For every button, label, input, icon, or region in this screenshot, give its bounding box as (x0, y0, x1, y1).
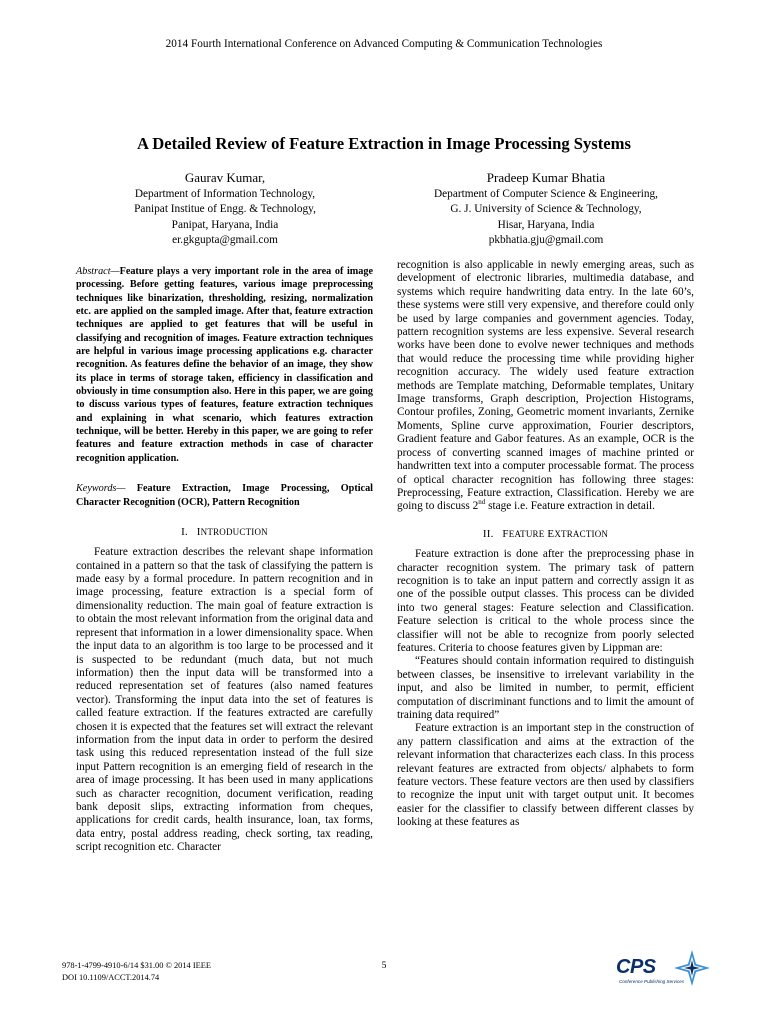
cps-logo (616, 948, 712, 988)
section-title-initial: F (502, 527, 509, 540)
author-block-2 (396, 170, 696, 249)
ordinal-superscript: nd (478, 498, 486, 507)
section-title-initial: I (196, 525, 201, 538)
intro-paragraph: Feature extraction describes the relevant shape information contained in a pattern so that the task of classifying the pattern is made easy by a formal procedure. In pattern recognition and in image processing, feature extraction is a special form of dimensionality reduction. The main goal of feature extraction is to obtain the most relevant information from the original data and represent that information in a lower dimensionality space. When the input data to an algorithm is too large to be processed and it is suspected to be redundant (much data, but not much information) then the input data will be transformed into a reduced representation set of features (also named features vector). Transforming the input data into the set of features is called feature extraction. If the features extracted are carefully chosen it is expected that the features set will extract the relevant information from the input data in order to perform the desired task using this reduced representation instead of the full size input Pattern recognition is an emerging field of research in the area of image processing. It has been used in many applications such as character recognition, document verification, reading bank deposit slips, extracting information from cheques, applications for credit cards, health insurance, loan, tax forms, data entry, postal address reading, check sorting, tax reading, script recognition etc. Character (76, 546, 373, 854)
author-department: Department of Computer Science & Engineering, (434, 187, 658, 200)
abstract-lead: Abstract— (76, 266, 120, 277)
feature-extraction-paragraph-1: Feature extraction is done after the preprocessing phase in character recognition system. The primary task of pattern recognition is to take an input pattern and correctly assign it as one of the possible output classes. This process can be divided into two general stages: Feature selection and Classification. Feature selection is critical to the whole process since the classifier will not be able to recognize from poorly selected features. Criteria to choose features given by Lippman are: (397, 548, 694, 654)
author-institute: G. J. University of Science & Technology, (450, 203, 642, 215)
left-column (76, 259, 373, 855)
section-heading-introduction (76, 526, 373, 539)
section-title-rest-2: XTRACTION (554, 528, 609, 539)
author-block-1 (75, 170, 375, 249)
author-location: Hisar, Haryana, India (497, 218, 595, 231)
intro-continuation-text: recognition is also applicable in newly emerging areas, such as development of electronic libraries, multimedia database, and systems which require handwriting data entry. In the late 60’s, these systems were still very expensive, and therefore could only be used by large companies and government agencies. Today, pattern recognition systems are less expensive. Several research works have been done to evolve newer techniques and methods that would reduce the processing time while providing higher recognition accuracy. The widely used feature extraction methods are Template matching, Deformable templates, Unitary Image transforms, Graph description, Projection Histograms, Contour profiles, Zoning, Geometric moment invariants, Zernike Moments, Spline curve approximation, Fourier descriptors, Gradient feature and Gabor features. As an example, OCR is the process of converting scanned images of machine printed or handwritten text into a computer processable format. The process of optical character recognition has following three stages: Preprocessing, Feature extraction, Classification. Hereby we are going to discuss 2 (397, 259, 694, 513)
author-location: Panipat, Haryana, India (171, 218, 279, 231)
footer-publication-info (62, 960, 211, 984)
section-title-rest: EATURE (508, 528, 545, 539)
abstract-text: Feature plays a very important role in the area of image processing. Before getting features, various image preprocessing techniques like binarization, thresholding, resizing, normalization etc. are applied on the sampled image. After that, feature extraction techniques are applied to get features that will be useful in classifying and recognition of images. Feature extraction techniques are helpful in various image processing applications e.g. character recognition. As features define the behavior of an image, they show its place in terms of storage taken, efficiency in classification and obviously in time consumption also. Here in this paper, we are going to discuss various types of features, feature extraction techniques and explaining in what scenario, which features extraction technique, will be better. Hereby in this paper, we are going to refer features and feature extraction methods in case of character recognition application. (76, 266, 373, 464)
footer-isbn: 978-1-4799-4910-6/14 $31.00 © 2014 IEEE (62, 961, 211, 970)
author-email: er.gkgupta@gmail.com (172, 234, 278, 246)
section-heading-feature-extraction (397, 528, 694, 541)
section-numeral: I. (181, 525, 188, 538)
author-name: Gaurav Kumar, (184, 170, 266, 185)
section-title-rest: NTRODUCTION (200, 526, 268, 537)
conference-header: 2014 Fourth International Conference on Advanced Computing & Communication Technologies (165, 38, 603, 50)
author-email: pkbhatia.gju@gmail.com (488, 234, 604, 246)
author-name: Pradeep Kumar Bhatia (486, 170, 606, 185)
lippman-quote: “Features should contain information required to distinguish between classes, be insensitive to irrelevant variability in the input, and also be limited in number, to permit, efficient computation of discriminant functions and to limit the amount of training data required” (397, 655, 694, 721)
cps-logo-subtitle: Conference Publishing Services (619, 979, 685, 984)
author-institute: Panipat Institue of Engg. & Technology, (134, 203, 316, 215)
abstract (76, 265, 373, 465)
keywords (76, 482, 373, 509)
right-column (397, 259, 694, 830)
author-department: Department of Information Technology, (134, 187, 316, 200)
footer-doi: DOI 10.1109/ACCT.2014.74 (62, 973, 160, 982)
paper-title: A Detailed Review of Feature Extraction in Image Processing Systems (137, 134, 631, 153)
keywords-text: Feature Extraction, Image Processing, Optical Character Recognition (OCR), Pattern Recognition (76, 483, 373, 508)
page-number: 5 (381, 960, 387, 971)
intro-continuation-end: stage i.e. Feature extraction in detail. (485, 500, 655, 513)
section-numeral: II. (482, 527, 494, 540)
feature-extraction-paragraph-2: Feature extraction is an important step in the construction of any pattern classification and aims at the extraction of the relevant information that characterizes each class. In this process relevant features are extracted from objects/ alphabets to form feature vectors. These feature vectors are then used by classifiers to recognize the input unit with target output unit. It becomes easier for the classifier to classify between different classes by looking at these features as (397, 722, 694, 829)
intro-paragraph-continued (397, 259, 694, 514)
section-title-initial-2: E (547, 527, 555, 540)
cps-logo-text: CPS (616, 956, 656, 978)
keywords-lead: Keywords— (76, 483, 126, 495)
